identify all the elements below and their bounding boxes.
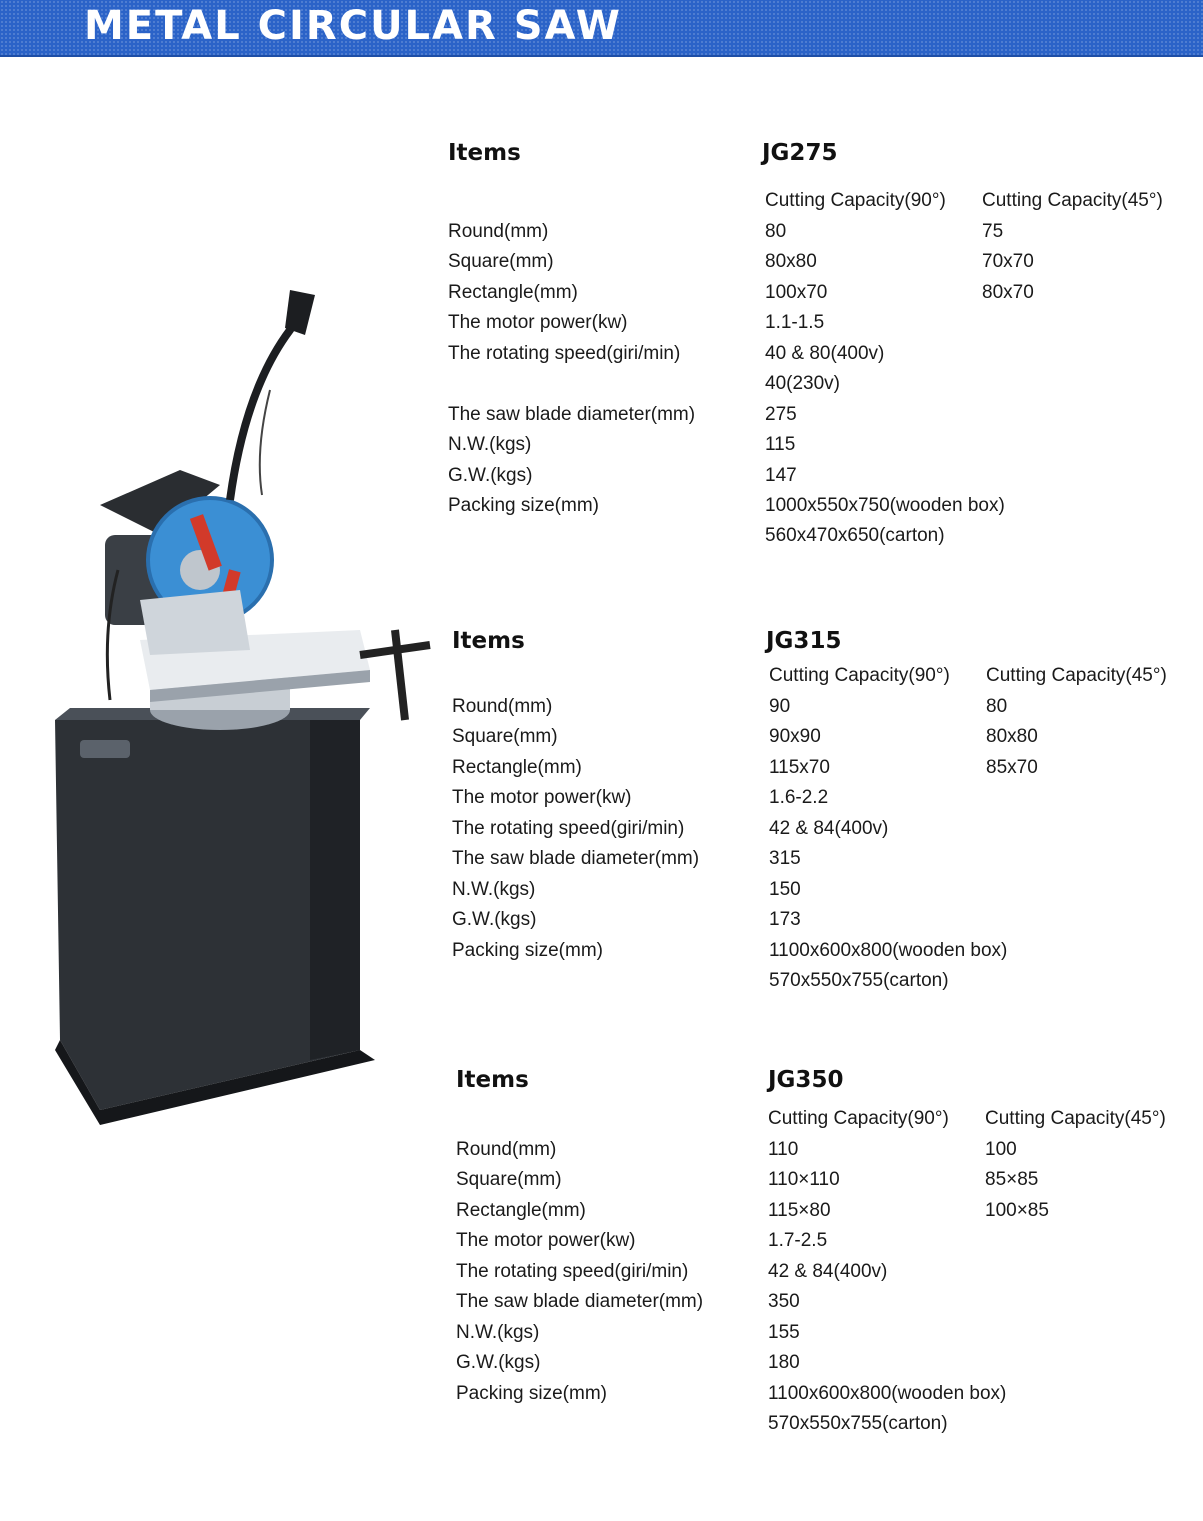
header-cutting-45: Cutting Capacity(45°): [985, 1108, 1166, 1129]
header-cutting-45: Cutting Capacity(45°): [986, 665, 1167, 686]
items-heading: Items: [456, 1067, 529, 1093]
circular-saw-image: [40, 270, 440, 1130]
model-name: JG315: [766, 628, 842, 654]
items-heading: Items: [448, 140, 521, 166]
header-cutting-45: Cutting Capacity(45°): [982, 190, 1163, 211]
page-title: METAL CIRCULAR SAW: [84, 3, 622, 49]
header-cutting-90: Cutting Capacity(90°): [768, 1108, 949, 1129]
header-cutting-90: Cutting Capacity(90°): [765, 190, 946, 211]
header-banner: [0, 0, 1203, 57]
header-cutting-90: Cutting Capacity(90°): [769, 665, 950, 686]
model-name: JG275: [762, 140, 838, 166]
model-name: JG350: [768, 1067, 844, 1093]
items-heading: Items: [452, 628, 525, 654]
